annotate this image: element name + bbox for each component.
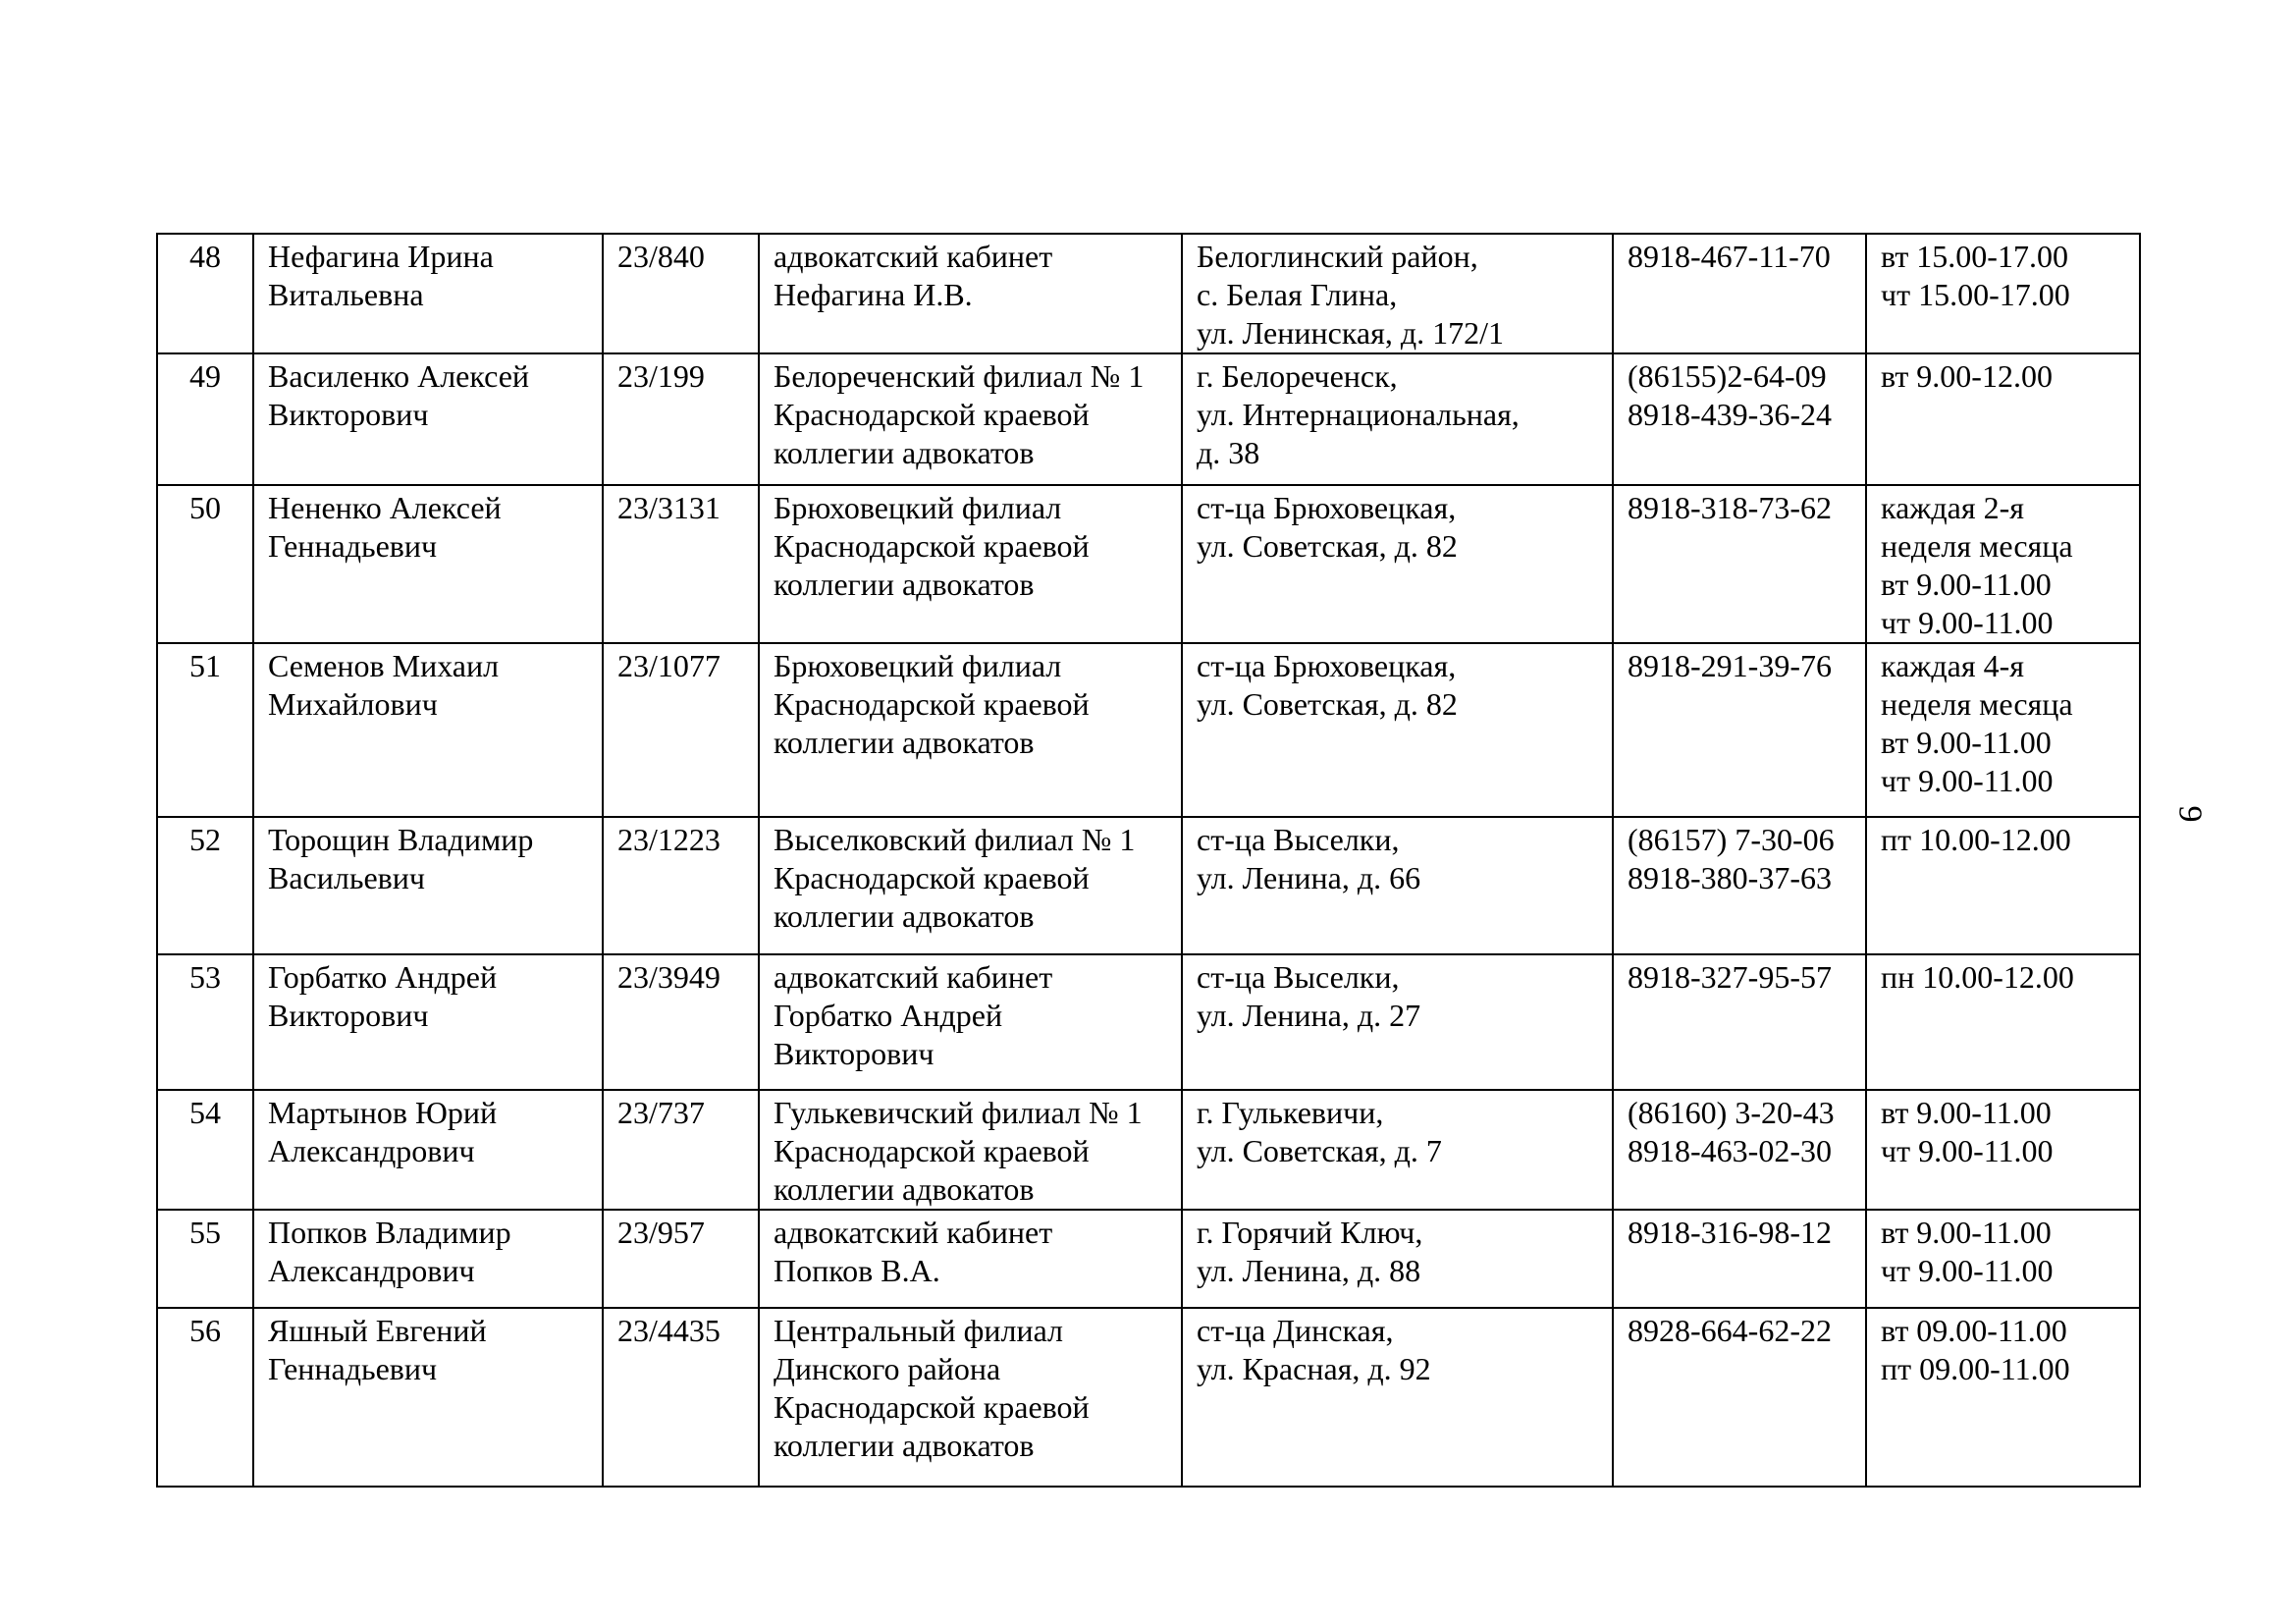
- schedule: пн 10.00-12.00: [1866, 954, 2140, 1090]
- registry-number: 23/199: [603, 353, 759, 485]
- schedule: пт 10.00-12.00: [1866, 817, 2140, 954]
- schedule: вт 9.00-12.00: [1866, 353, 2140, 485]
- address: ст-ца Выселки, ул. Ленина, д. 27: [1182, 954, 1613, 1090]
- organization: Брюховецкий филиал Краснодарской краевой коллегии адвокатов: [759, 643, 1182, 817]
- row-number: 50: [157, 485, 253, 643]
- phone: 8918-291-39-76: [1613, 643, 1866, 817]
- phone: 8918-316-98-12: [1613, 1210, 1866, 1308]
- table-row: [157, 485, 2140, 643]
- address: г. Гулькевичи, ул. Советская, д. 7: [1182, 1090, 1613, 1210]
- registry-number: 23/737: [603, 1090, 759, 1210]
- organization: адвокатский кабинет Попков В.А.: [759, 1210, 1182, 1308]
- registry-number: 23/1223: [603, 817, 759, 954]
- address: ст-ца Брюховецкая, ул. Советская, д. 82: [1182, 485, 1613, 643]
- phone: (86160) 3-20-43 8918-463-02-30: [1613, 1090, 1866, 1210]
- schedule: каждая 4-я неделя месяца вт 9.00-11.00 чт 9.00-11.00: [1866, 643, 2140, 817]
- row-number: 53: [157, 954, 253, 1090]
- row-number: 52: [157, 817, 253, 954]
- lawyers-table: [156, 233, 2141, 1488]
- registry-number: 23/3131: [603, 485, 759, 643]
- schedule: каждая 2-я неделя месяца вт 9.00-11.00 чт 9.00-11.00: [1866, 485, 2140, 643]
- row-number: 51: [157, 643, 253, 817]
- phone: 8918-467-11-70: [1613, 234, 1866, 353]
- table-row: [157, 353, 2140, 485]
- phone: (86155)2-64-09 8918-439-36-24: [1613, 353, 1866, 485]
- row-number: 48: [157, 234, 253, 353]
- address: г. Горячий Ключ, ул. Ленина, д. 88: [1182, 1210, 1613, 1308]
- registry-number: 23/1077: [603, 643, 759, 817]
- phone: (86157) 7-30-06 8918-380-37-63: [1613, 817, 1866, 954]
- table-row: [157, 643, 2140, 817]
- phone: 8918-318-73-62: [1613, 485, 1866, 643]
- lawyer-name: Василенко Алексей Викторович: [253, 353, 603, 485]
- table-row: [157, 954, 2140, 1090]
- row-number: 54: [157, 1090, 253, 1210]
- phone: 8918-327-95-57: [1613, 954, 1866, 1090]
- table-row: [157, 234, 2140, 353]
- address: г. Белореченск, ул. Интернациональная, д. 38: [1182, 353, 1613, 485]
- organization: адвокатский кабинет Нефагина И.В.: [759, 234, 1182, 353]
- row-number: 55: [157, 1210, 253, 1308]
- lawyer-name: Мартынов Юрий Александрович: [253, 1090, 603, 1210]
- organization: Белореченский филиал № 1 Краснодарской краевой коллегии адвокатов: [759, 353, 1182, 485]
- lawyer-name: Нененко Алексей Геннадьевич: [253, 485, 603, 643]
- lawyer-name: Горбатко Андрей Викторович: [253, 954, 603, 1090]
- table-row: [157, 1210, 2140, 1308]
- registry-number: 23/957: [603, 1210, 759, 1308]
- table-row: [157, 1090, 2140, 1210]
- table-row: [157, 1308, 2140, 1487]
- page-number: 9: [2171, 805, 2209, 823]
- schedule: вт 15.00-17.00 чт 15.00-17.00: [1866, 234, 2140, 353]
- schedule: вт 9.00-11.00 чт 9.00-11.00: [1866, 1210, 2140, 1308]
- address: ст-ца Выселки, ул. Ленина, д. 66: [1182, 817, 1613, 954]
- phone: 8928-664-62-22: [1613, 1308, 1866, 1487]
- row-number: 56: [157, 1308, 253, 1487]
- lawyer-name: Семенов Михаил Михайлович: [253, 643, 603, 817]
- organization: Брюховецкий филиал Краснодарской краевой коллегии адвокатов: [759, 485, 1182, 643]
- row-number: 49: [157, 353, 253, 485]
- address: Белоглинский район, с. Белая Глина, ул. Ленинская, д. 172/1: [1182, 234, 1613, 353]
- registry-number: 23/4435: [603, 1308, 759, 1487]
- schedule: вт 09.00-11.00 пт 09.00-11.00: [1866, 1308, 2140, 1487]
- address: ст-ца Динская, ул. Красная, д. 92: [1182, 1308, 1613, 1487]
- lawyer-name: Торощин Владимир Васильевич: [253, 817, 603, 954]
- table-row: [157, 817, 2140, 954]
- organization: Выселковский филиал № 1 Краснодарской краевой коллегии адвокатов: [759, 817, 1182, 954]
- organization: Центральный филиал Динского района Краснодарской краевой коллегии адвокатов: [759, 1308, 1182, 1487]
- lawyer-name: Попков Владимир Александрович: [253, 1210, 603, 1308]
- organization: Гулькевичский филиал № 1 Краснодарской краевой коллегии адвокатов: [759, 1090, 1182, 1210]
- schedule: вт 9.00-11.00 чт 9.00-11.00: [1866, 1090, 2140, 1210]
- lawyer-name: Яшный Евгений Геннадьевич: [253, 1308, 603, 1487]
- registry-number: 23/3949: [603, 954, 759, 1090]
- organization: адвокатский кабинет Горбатко Андрей Викторович: [759, 954, 1182, 1090]
- registry-number: 23/840: [603, 234, 759, 353]
- address: ст-ца Брюховецкая, ул. Советская, д. 82: [1182, 643, 1613, 817]
- lawyer-name: Нефагина Ирина Витальевна: [253, 234, 603, 353]
